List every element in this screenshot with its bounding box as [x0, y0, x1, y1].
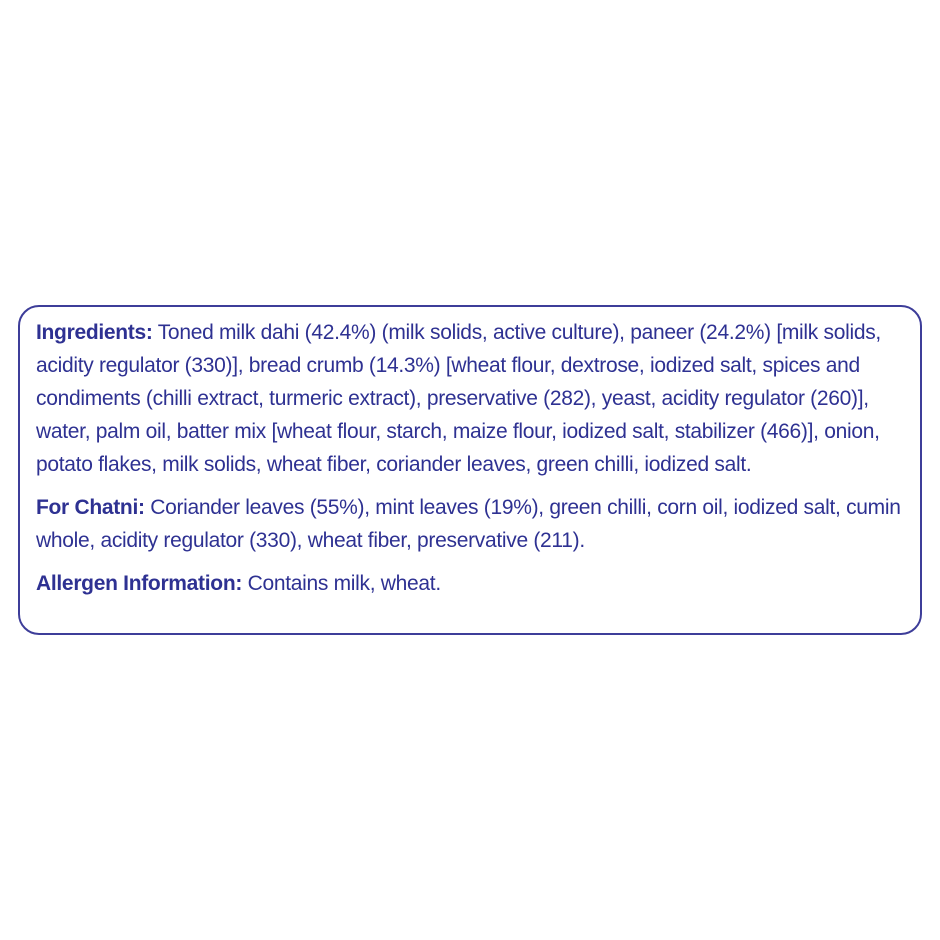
ingredients-heading: Ingredients:	[36, 321, 153, 344]
ingredients-text: Toned milk dahi (42.4%) (milk solids, active culture), paneer (24.2%) [milk solids, acidity regulator (330)], bread crumb (14.3%) [wheat flour, dextrose, iodized salt, spices and condiments (chilli extract, turmeric extract), preservative (282), yeast, acidity regulator (260)], water, palm oil, batter mix [wheat flour, starch, maize flour, iodized salt, stabilizer (466)], onion, potato flakes, milk solids, wheat fiber, coriander leaves, green chilli, iodized salt.	[36, 321, 881, 476]
allergen-section	[36, 567, 905, 600]
chatni-text: Coriander leaves (55%), mint leaves (19%), green chilli, corn oil, iodized salt, cumin whole, acidity regulator (330), wheat fiber, preservative (211).	[36, 496, 901, 552]
allergen-heading: Allergen Information:	[36, 572, 243, 595]
ingredients-panel	[18, 305, 922, 635]
chatni-section	[36, 491, 905, 557]
ingredients-section	[36, 316, 905, 481]
chatni-heading: For Chatni:	[36, 496, 145, 519]
allergen-text: Contains milk, wheat.	[247, 572, 441, 595]
